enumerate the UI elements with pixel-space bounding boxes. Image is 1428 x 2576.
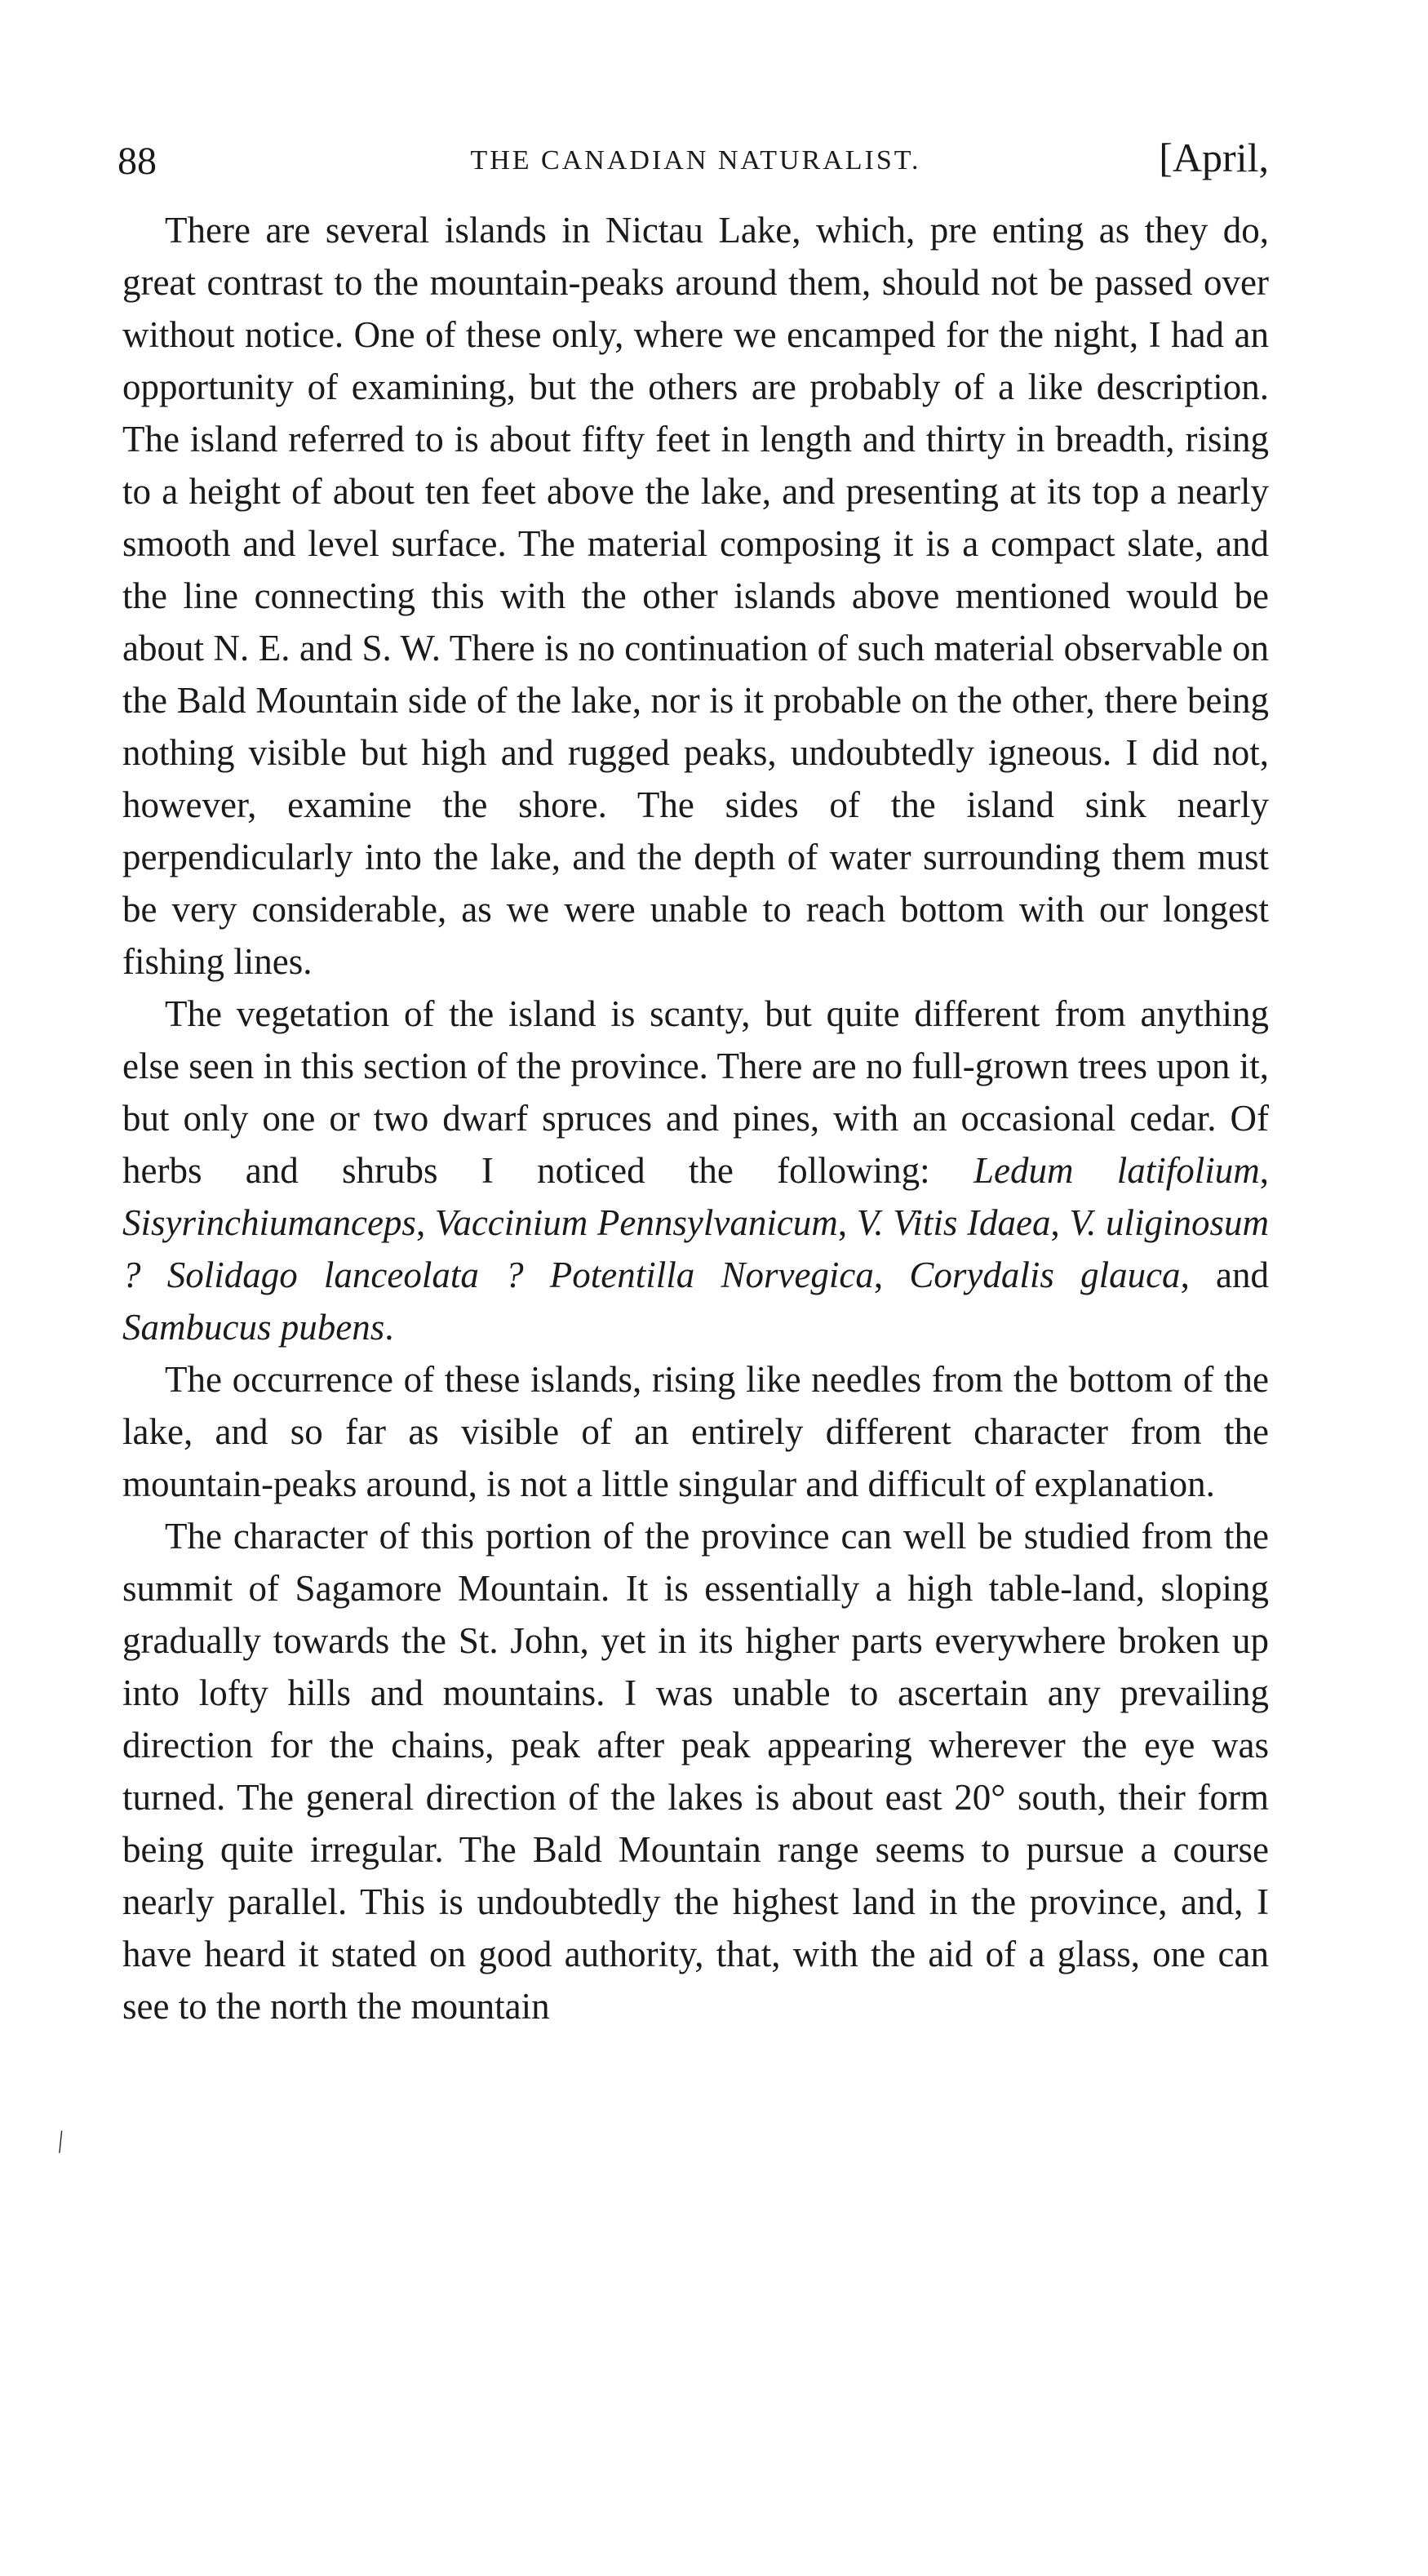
- species-separator: [141, 1255, 167, 1295]
- species-name: V. uliginosum ?: [122, 1202, 1270, 1295]
- species-name: Corydalis glauca: [909, 1255, 1181, 1295]
- species-name: Potentilla Norvegica: [549, 1255, 874, 1295]
- species-separator: ,: [873, 1255, 910, 1295]
- vegetation-intro: The vegetation of the island is scanty, but quite different from anything else seen in this section of the province. There are no full-grown trees upon it, but only one or two dwarf spruces and pines, with an occasional cedar. Of herbs and shrubs I noticed the following:: [122, 993, 1269, 1191]
- page-number: 88: [118, 140, 157, 183]
- species-name: Ledum latifolium: [973, 1150, 1260, 1191]
- species-separator: .: [384, 1307, 394, 1348]
- running-head-month: [April,: [1159, 135, 1269, 180]
- paragraph-occurrence: The occurrence of these islands, rising like needles from the bottom of the lake, and so far as visible of an entirely different character from the mountain-peaks around, is not a little singular and difficult of explanation.: [122, 1359, 1269, 1504]
- species-separator: ,: [837, 1202, 857, 1243]
- species-name: Sambucus pubens: [122, 1307, 385, 1348]
- running-head: [118, 122, 1269, 188]
- document-page: [118, 122, 1270, 2032]
- margin-mark: ⁄: [51, 2128, 71, 2157]
- species-name: V. Vitis Idaea: [856, 1202, 1051, 1243]
- species-separator: , and: [1180, 1255, 1269, 1295]
- species-separator: ,: [1259, 1150, 1269, 1191]
- species-name: Sisyrinchiumanceps: [122, 1202, 416, 1243]
- species-separator: [524, 1255, 550, 1295]
- paragraph-character: The character of this portion of the province can well be studied from the summit of Sagamore Mountain. It is essentially a high table-land, sloping gradually towards the St. John, yet in its higher parts everywhere broken up into lofty hills and mountains. I was unable to ascertain any prevailing direction for the chains, peak after peak appearing wherever the eye was turned. The general direction of the lakes is about east 20° south, their form being quite irregular. The Bald Mountain range seems to pursue a course nearly parallel. This is undoubtedly the highest land in the province, and, I have heard it stated on good authority, that, with the aid of a glass, one can see to the north the mountain: [122, 1516, 1269, 2027]
- species-name: Solidago lanceolata ?: [166, 1255, 524, 1295]
- species-separator: ,: [1050, 1202, 1070, 1243]
- species-separator: ,: [415, 1202, 435, 1243]
- species-name: Vaccinium Pennsylvanicum: [434, 1202, 838, 1243]
- paragraph-vegetation: [122, 988, 1269, 1353]
- paragraph-islands: There are several islands in Nictau Lake, which, pre enting as they do, great contrast to the mountain-peaks around them, should not be passed over without notice. One of these only, where we encamped for the night, I had an opportunity of examining, but the others are probably of a like description. The island referred to is about fifty feet in length and thirty in breadth, rising to a height of about ten feet above the lake, and presenting at its top a nearly smooth and level surface. The material composing it is a compact slate, and the line connecting this with the other islands above mentioned would be about N. E. and S. W. There is no continuation of such material observable on the Bald Mountain side of the lake, nor is it probable on the other, there being nothing visible but high and rugged peaks, undoubtedly igneous. I did not, however, examine the shore. The sides of the island sink nearly perpendicularly into the lake, and the depth of water surrounding them must be very considerable, as we were unable to reach bottom with our longest fishing lines.: [122, 210, 1269, 982]
- journal-title: THE CANADIAN NATURALIST.: [470, 145, 921, 175]
- body-text: [122, 204, 1269, 2032]
